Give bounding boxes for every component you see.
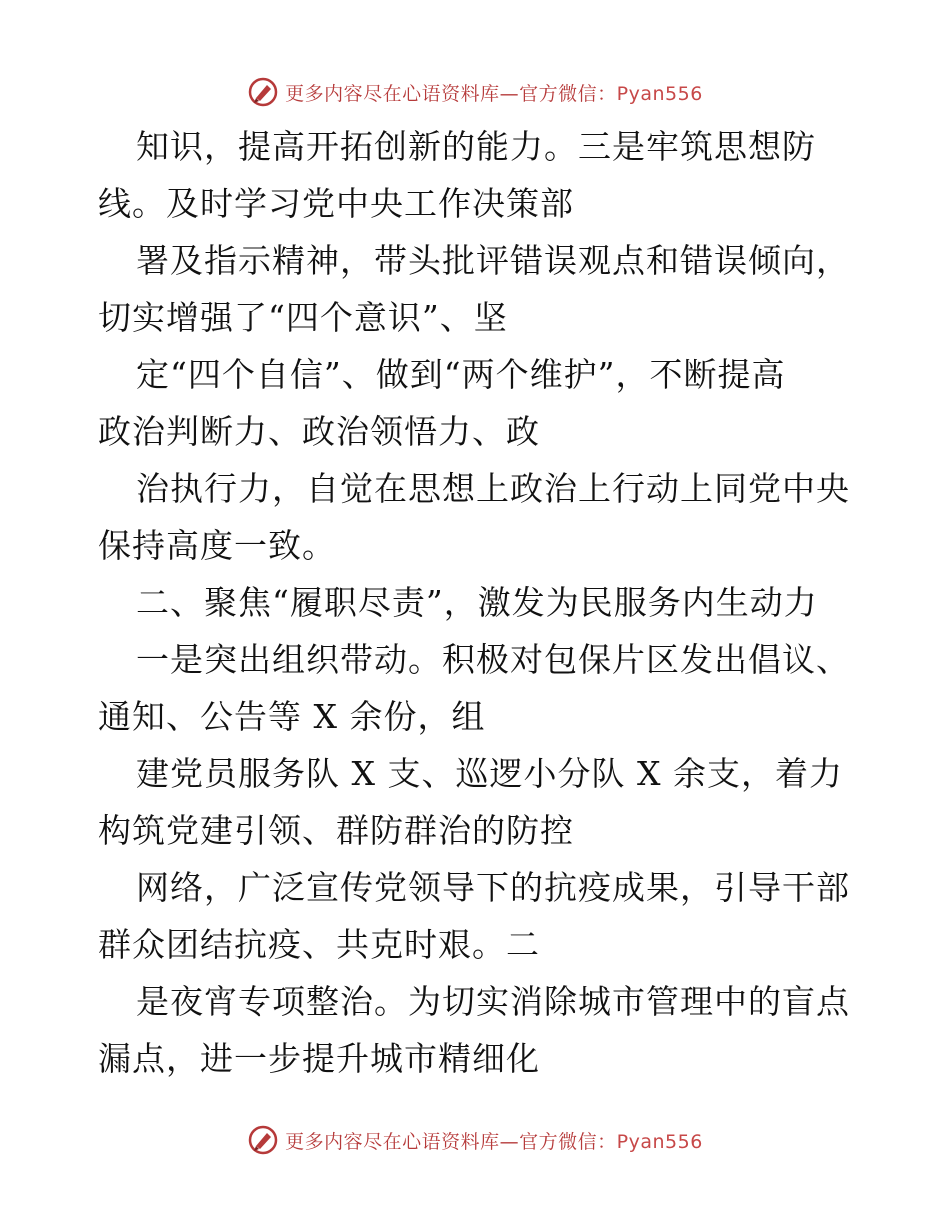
pen-logo-icon: [247, 1124, 279, 1156]
text-line: 建党员服务队 X 支、巡逻小分队 X 余支，着力: [136, 754, 843, 793]
text-line: 保持高度一致。: [98, 526, 336, 565]
text-line: 治执行力，自觉在思想上政治上行动上同党中央: [136, 469, 850, 508]
text-line: 漏点，进一步提升城市精细化: [98, 1039, 540, 1078]
wechat-handle: Pyan556: [616, 1130, 703, 1153]
watermark-text: 更多内容尽在心语资料库—官方微信：Pyan556: [285, 1130, 703, 1153]
document-body: [98, 118, 858, 1087]
text-line: 定“四个自信”、做到“两个维护”，不断提高: [136, 355, 786, 394]
wechat-handle: Pyan556: [616, 82, 703, 105]
text-line: 构筑党建引领、群防群治的防控: [98, 811, 574, 850]
watermark-text: 更多内容尽在心语资料库—官方微信：Pyan556: [285, 82, 703, 105]
text-line: 网络，广泛宣传党领导下的抗疫成果，引导干部: [136, 868, 850, 907]
text-line: 是夜宵专项整治。为切实消除城市管理中的盲点: [136, 982, 850, 1021]
footer-watermark: [0, 1120, 950, 1160]
header-watermark: [0, 72, 950, 112]
text-line: 知识，提高开拓创新的能力。三是牢筑思想防: [136, 127, 816, 166]
text-line: 切实增强了“四个意识”、坚: [98, 298, 508, 337]
text-line: 群众团结抗疫、共克时艰。二: [98, 925, 540, 964]
text-line: 二、聚焦“履职尽责”，激发为民服务内生动力: [136, 583, 818, 622]
pen-logo-icon: [247, 76, 279, 108]
text-line: 一是突出组织带动。积极对包保片区发出倡议、: [136, 640, 850, 679]
text-line: 署及指示精神，带头批评错误观点和错误倾向，: [136, 241, 850, 280]
text-line: 通知、公告等 X 余份，组: [98, 697, 486, 736]
text-line: 线。及时学习党中央工作决策部: [98, 184, 574, 223]
text-line: 政治判断力、政治领悟力、政: [98, 412, 540, 451]
